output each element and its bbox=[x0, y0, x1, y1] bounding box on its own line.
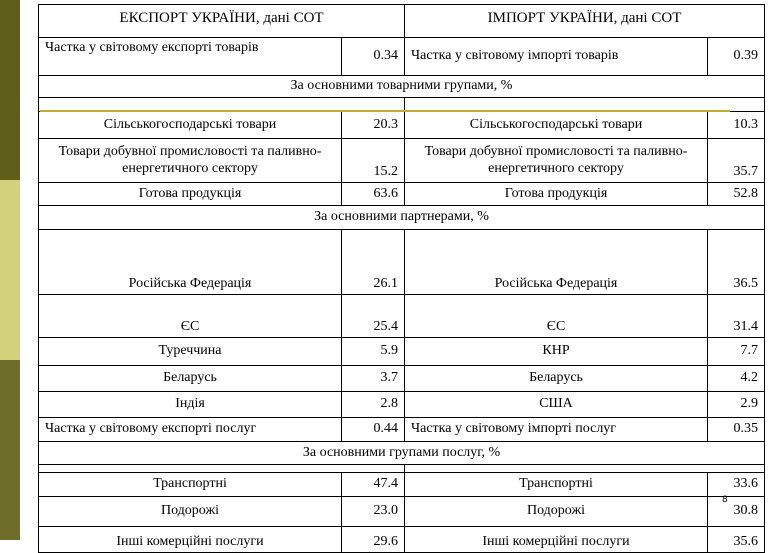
goods-export-share-label: Частка у світовому експорті товарів bbox=[39, 38, 342, 76]
table-row bbox=[39, 230, 765, 295]
import-label: КНР bbox=[405, 338, 708, 366]
decor-stripe-middle bbox=[0, 180, 20, 360]
import-value: 35.6 bbox=[708, 527, 765, 553]
goods-groups-title: За основними товарними групами, % bbox=[39, 76, 765, 98]
decor-stripe-bottom bbox=[0, 360, 20, 540]
import-label: Готова продукція bbox=[405, 183, 708, 206]
table-row bbox=[39, 366, 765, 392]
table-row bbox=[39, 473, 765, 497]
export-label: Товари добувної промисловості та паливно-енергетичного сектору bbox=[39, 139, 342, 183]
export-value: 25.4 bbox=[342, 295, 405, 338]
export-label: Транспортні bbox=[39, 473, 342, 497]
import-value: 31.4 bbox=[708, 295, 765, 338]
goods-import-share-value: 0.39 bbox=[708, 38, 765, 76]
import-value: 7.7 bbox=[708, 338, 765, 366]
services-import-share-label: Частка у світовому імпорті послуг bbox=[405, 418, 708, 442]
import-value: 52.8 bbox=[708, 183, 765, 206]
import-label: Інші комерційні послуги bbox=[405, 527, 708, 553]
export-value: 47.4 bbox=[342, 473, 405, 497]
table-row bbox=[39, 295, 765, 338]
partners-title: За основними партнерами, % bbox=[39, 206, 765, 230]
export-value: 63.6 bbox=[342, 183, 405, 206]
import-header: ІМПОРТ УКРАЇНИ, дані СОТ bbox=[405, 5, 765, 38]
services-export-share-value: 0.44 bbox=[342, 418, 405, 442]
section-row bbox=[39, 206, 765, 230]
import-value: 2.9 bbox=[708, 392, 765, 418]
export-label: Сільськогосподарські товари bbox=[39, 112, 342, 139]
table-row bbox=[39, 392, 765, 418]
export-value: 15.2 bbox=[342, 139, 405, 183]
export-label: Беларусь bbox=[39, 366, 342, 392]
table-row bbox=[39, 527, 765, 553]
import-label: Російська Федерація bbox=[405, 230, 708, 295]
import-value: 10.3 bbox=[708, 112, 765, 139]
page-number: 8 bbox=[722, 495, 728, 505]
table-header-row bbox=[39, 5, 765, 38]
services-export-share-label: Частка у світовому експорті послуг bbox=[39, 418, 342, 442]
services-share-row bbox=[39, 418, 765, 442]
table-row bbox=[39, 139, 765, 183]
section-row bbox=[39, 442, 765, 465]
section-row bbox=[39, 76, 765, 98]
export-label: Туреччина bbox=[39, 338, 342, 366]
export-value: 29.6 bbox=[342, 527, 405, 553]
import-value: 36.5 bbox=[708, 230, 765, 295]
export-value: 3.7 bbox=[342, 366, 405, 392]
table-row bbox=[39, 112, 765, 139]
export-label: Готова продукція bbox=[39, 183, 342, 206]
import-value: 33.6 bbox=[708, 473, 765, 497]
export-header: ЕКСПОРТ УКРАЇНИ, дані СОТ bbox=[39, 5, 405, 38]
goods-import-share-label: Частка у світовому імпорті товарів bbox=[405, 38, 708, 76]
table-row bbox=[39, 497, 765, 527]
export-value: 23.0 bbox=[342, 497, 405, 527]
import-label: Беларусь bbox=[405, 366, 708, 392]
export-value: 26.1 bbox=[342, 230, 405, 295]
export-value: 5.9 bbox=[342, 338, 405, 366]
goods-share-row bbox=[39, 38, 765, 76]
export-label: Інші комерційні послуги bbox=[39, 527, 342, 553]
import-value: 4.2 bbox=[708, 366, 765, 392]
export-label: ЄС bbox=[39, 295, 342, 338]
decor-stripe-top bbox=[0, 0, 20, 180]
import-label: Подорожі bbox=[405, 497, 708, 527]
table-row bbox=[39, 338, 765, 366]
import-label: Сільськогосподарські товари bbox=[405, 112, 708, 139]
import-label: США bbox=[405, 392, 708, 418]
import-value: 35.7 bbox=[708, 139, 765, 183]
trade-table bbox=[38, 4, 765, 553]
import-label: ЄС bbox=[405, 295, 708, 338]
spacer-row bbox=[39, 465, 765, 473]
export-value: 2.8 bbox=[342, 392, 405, 418]
export-label: Індія bbox=[39, 392, 342, 418]
import-value: 30.8 bbox=[708, 497, 765, 527]
services-import-share-value: 0.35 bbox=[708, 418, 765, 442]
export-label: Подорожі bbox=[39, 497, 342, 527]
export-value: 20.3 bbox=[342, 112, 405, 139]
import-label: Транспортні bbox=[405, 473, 708, 497]
export-label: Російська Федерація bbox=[39, 230, 342, 295]
table-row bbox=[39, 183, 765, 206]
import-label: Товари добувної промисловості та паливно-енергетичного сектору bbox=[405, 139, 708, 183]
services-groups-title: За основними групами послуг, % bbox=[39, 442, 765, 465]
decor-gold-line bbox=[40, 110, 730, 112]
goods-export-share-value: 0.34 bbox=[342, 38, 405, 76]
